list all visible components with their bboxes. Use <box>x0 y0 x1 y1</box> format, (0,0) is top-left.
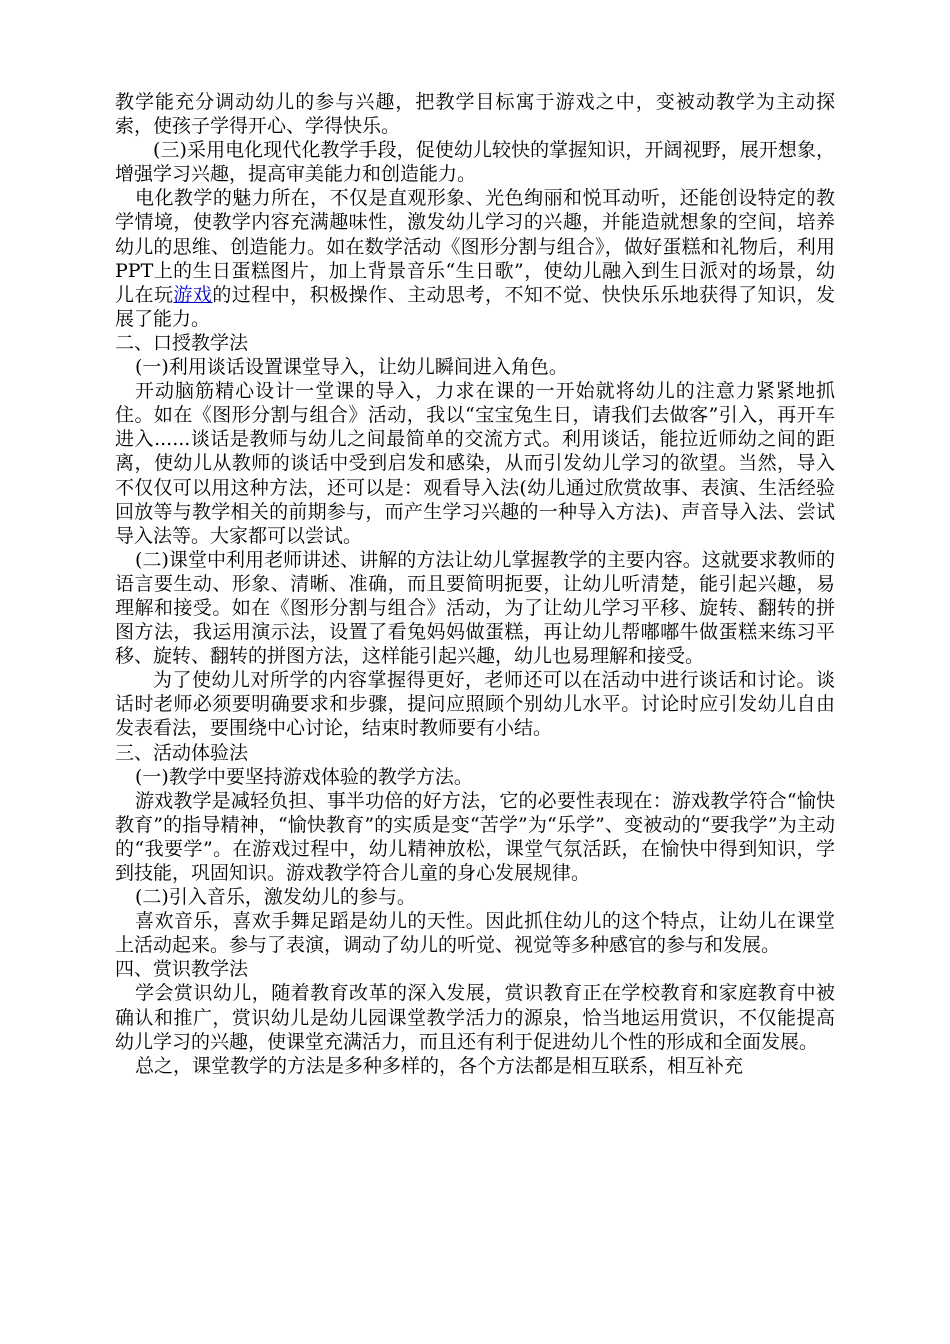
paragraph-subheading-3-2: (二)引入音乐，激发幼儿的参与。 <box>135 886 416 909</box>
paragraph-lesson-intro: 开动脑筋精心设计一堂课的导入，力求在课的一开始就将幼儿的注意力紧紧地抓住。如在《图形分割与组合》活动，我以“宝宝兔生日，请我们去做客”引入，再开车进入......谈话是教师与幼儿之间最简单的交流方式。利用谈话，能拉近师幼之间的距离，使幼儿从教师的谈话中受到启发和感染，从而引发幼儿学习的欲望。当然，导入不仅仅可以用这种方法，还可以是：观看导入法(幼儿通过欣赏故事、表演、生活经验回放等与教学相关的前期参与，而产生学习兴趣的一种导入方法)、声音导入法、尝试导入法等。大家都可以尝试。 <box>115 380 835 547</box>
paragraph-music: 喜欢音乐，喜欢手舞足蹈是幼儿的天性。因此抓住幼儿的这个特点，让幼儿在课堂上活动起来。参与了表演，调动了幼儿的听觉、视觉等多种感官的参与和发展。 <box>115 910 835 957</box>
paragraph-subheading-2-2: (二)课堂中利用老师讲述、讲解的方法让幼儿掌握教学的主要内容。这就要求教师的语言要生动、形象、清晰、准确，而且要简明扼要，让幼儿听清楚，能引起兴趣，易理解和接受。如在《图形分割与组合》活动，为了让幼儿学习平移、旋转、翻转的拼图方法，我运用演示法，设置了看兔妈妈做蛋糕，再让幼儿帮嘟嘟牛做蛋糕来练习平移、旋转、翻转的拼图方法，这样能引起兴趣，幼儿也易理解和接受。 <box>115 548 835 668</box>
paragraph-av-teaching <box>115 186 835 331</box>
paragraph-text: 的过程中，积极操作、主动思考，不知不觉、快快乐乐地获得了知识，发展了能力。 <box>115 283 835 330</box>
document-page <box>115 90 835 1078</box>
paragraph-intro-continued: 教学能充分调动幼儿的参与兴趣，把教学目标寓于游戏之中，变被动教学为主动探索，使孩子学得开心、学得快乐。 <box>115 91 835 138</box>
section-heading-3: 三、活动体验法 <box>115 741 249 764</box>
section-heading-2: 二、口授教学法 <box>115 331 249 354</box>
paragraph-summary: 总之，课堂教学的方法是多种多样的，各个方法都是相互联系，相互补充 <box>135 1054 744 1077</box>
paragraph-discussion: 为了使幼儿对所学的内容掌握得更好，老师还可以在活动中进行谈话和讨论。谈话时老师必须要明确要求和步骤，提问应照顾个别幼儿水平。讨论时应引发幼儿自由发表看法，要围绕中心讨论，结束时教师要有小结。 <box>115 669 835 740</box>
paragraph-game-teaching: 游戏教学是减轻负担、事半功倍的好方法，它的必要性表现在：游戏教学符合“愉快教育”的指导精神，“愉快教育”的实质是变“苦学”为“乐学”、变被动的“要我学”为主动的“我要学”。在游戏过程中，幼儿精神放松，课堂气氛活跃，在愉快中得到知识，学到技能，巩固知识。游戏教学符合儿童的身心发展规律。 <box>115 789 835 884</box>
paragraph-subheading-3: (三)采用电化现代化教学手段，促使幼儿较快的掌握知识，开阔视野，展开想象，增强学习兴趣，提高审美能力和创造能力。 <box>115 139 835 186</box>
game-link[interactable]: 游戏 <box>173 283 213 306</box>
paragraph-text: 电化教学的魅力所在，不仅是直观形象、光色绚丽和悦耳动听，还能创设特定的教学情境，使教学内容充满趣味性，激发幼儿学习的兴趣，并能造就想象的空间，培养幼儿的思维、创造能力。如在数学活动《图形分割与组合》，做好蛋糕和礼物后，利用PPT上的生日蛋糕图片，加上背景音乐“生日歌”，使幼儿融入到生日派对的场景，幼儿在玩 <box>115 187 835 306</box>
paragraph-subheading-2-1: (一)利用谈话设置课堂导入，让幼儿瞬间进入角色。 <box>135 356 568 379</box>
paragraph-subheading-3-1: (一)教学中要坚持游戏体验的教学方法。 <box>135 765 473 788</box>
paragraph-appreciation: 学会赏识幼儿，随着教育改革的深入发展，赏识教育正在学校教育和家庭教育中被确认和推广，赏识幼儿是幼儿园课堂教学活力的源泉，恰当地运用赏识，不仅能提高幼儿学习的兴趣，使课堂充满活力，而且还有利于促进幼儿个性的形成和全面发展。 <box>115 982 835 1053</box>
section-heading-4: 四、赏识教学法 <box>115 958 249 981</box>
